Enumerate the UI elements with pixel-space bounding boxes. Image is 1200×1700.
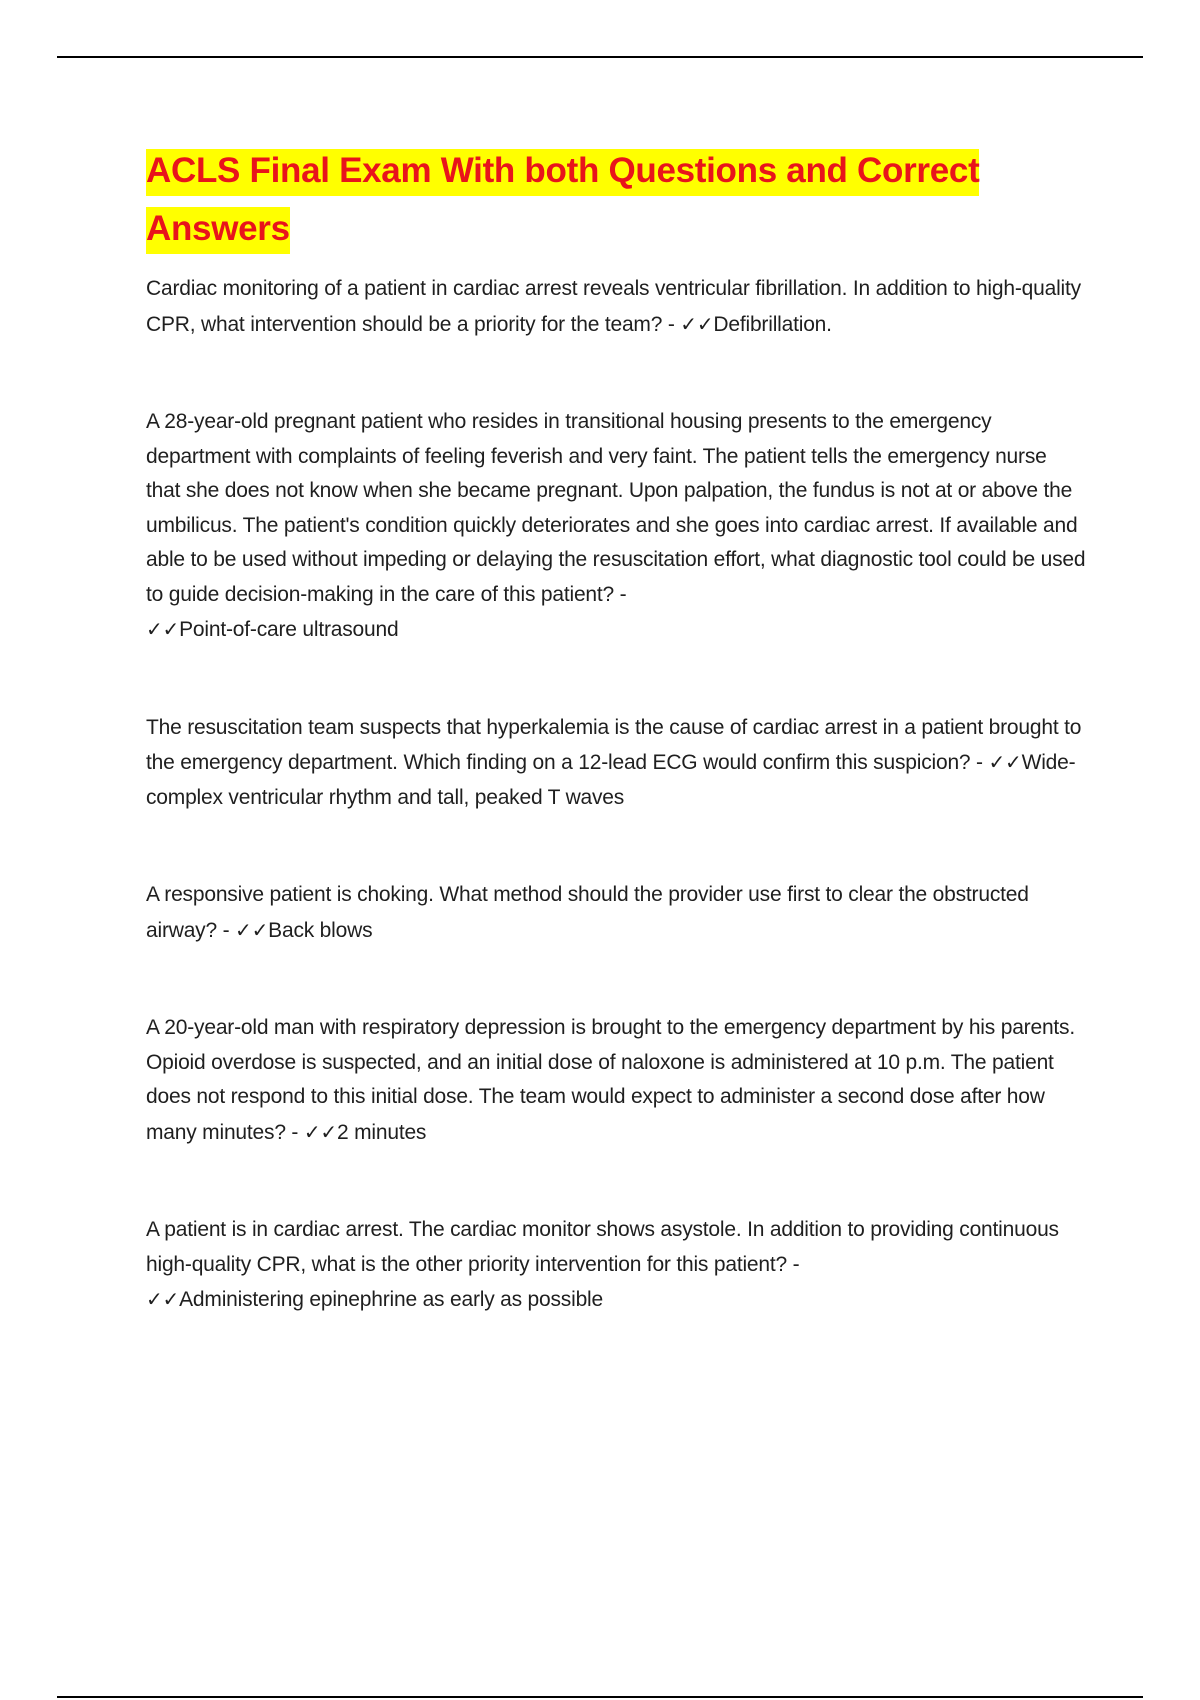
question-text: A 20-year-old man with respiratory depression is brought to the emergency department by his parents. Opioid overdose is suspected, and an initial dose of naloxone is administered at 10 p.m. The patient does not respond to this initial dose. The team would expect to administer a second dose after how many minutes?: [146, 1016, 1075, 1144]
answer-text: Back blows: [268, 918, 373, 942]
double-check-icon: ✓✓: [146, 617, 180, 641]
bottom-rule: [57, 1696, 1143, 1698]
answer-text: Point-of-care ultrasound: [179, 618, 399, 641]
qa-separator: -: [285, 1120, 304, 1144]
qa-separator: -: [662, 312, 681, 336]
answer-text: Administering epinephrine as early as possible: [179, 1288, 603, 1311]
document-body: [146, 142, 1086, 1381]
double-check-icon: ✓✓: [303, 1119, 337, 1144]
double-check-icon: ✓✓: [988, 750, 1022, 774]
double-check-icon: ✓✓: [146, 1287, 180, 1311]
qa-item-5: [146, 1011, 1086, 1150]
question-text: The resuscitation team suspects that hyperkalemia is the cause of cardiac arrest in a patient brought to the emergency department. Which finding on a 12-lead ECG would confirm this suspicion?: [146, 715, 1082, 774]
qa-separator: -: [970, 751, 989, 774]
question-text: A responsive patient is choking. What method should the provider use first to clear the obstructed airway?: [146, 883, 1029, 942]
document-title-text: ACLS Final Exam With both Questions and Correct Answers: [146, 149, 979, 254]
qa-item-2: [146, 405, 1086, 648]
answer-text: Defibrillation.: [713, 312, 832, 336]
qa-separator: -: [787, 1252, 800, 1276]
qa-item-6: [146, 1213, 1086, 1318]
answer-text: 2 minutes: [336, 1120, 427, 1144]
question-text: A 28-year-old pregnant patient who resides in transitional housing presents to the emergency department with complaints of feeling feverish and very faint. The patient tells the emergency nurse that she does not know when she became pregnant. Upon palpation, the fundus is not at or above the umbilicus. The patient's condition quickly deteriorates and she goes into cardiac arrest. If available and able to be used without impeding or delaying the resuscitation effort, what diagnostic tool could be used to guide decision-making in the care of this patient?: [146, 410, 1086, 606]
document-title: [146, 142, 1086, 258]
top-rule: [57, 56, 1143, 58]
qa-item-4: [146, 878, 1086, 948]
question-text: Cardiac monitoring of a patient in cardiac arrest reveals ventricular fibrillation. In addition to high-quality CPR, what intervention should be a priority for the team?: [146, 277, 1081, 336]
answer-text: Wide-complex ventricular rhythm and tall, peaked T waves: [146, 751, 1076, 809]
question-text: A patient is in cardiac arrest. The cardiac monitor shows asystole. In addition to providing continuous high-quality CPR, what is the other priority intervention for this patient?: [146, 1218, 1059, 1276]
qa-separator: -: [216, 918, 236, 942]
qa-item-1: [146, 272, 1086, 342]
qa-item-3: [146, 711, 1086, 816]
qa-separator: -: [614, 582, 627, 606]
double-check-icon: ✓✓: [680, 311, 714, 336]
double-check-icon: ✓✓: [235, 917, 269, 942]
